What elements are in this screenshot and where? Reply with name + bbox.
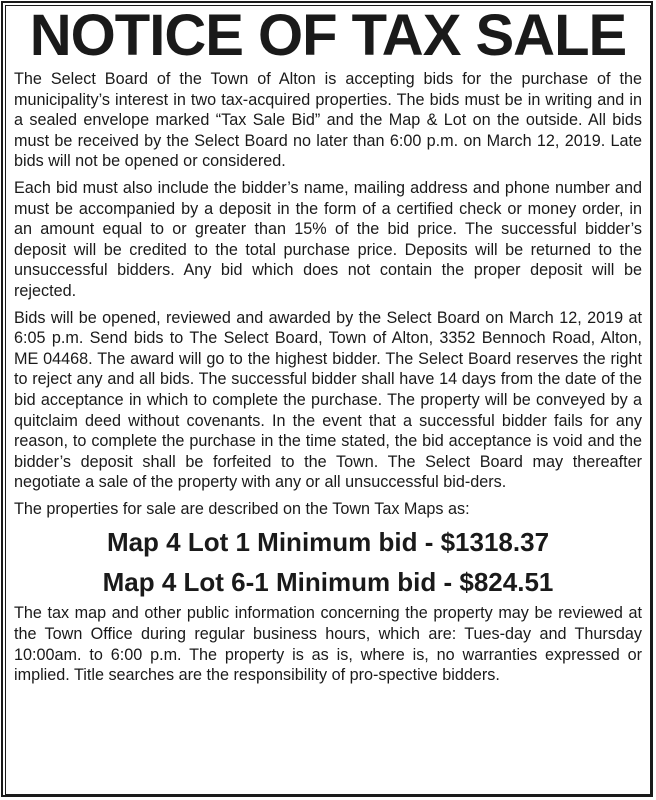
lot-6-1-minimum-bid: Map 4 Lot 6-1 Minimum bid - $824.51 [102,567,554,598]
paragraph-bid-award-terms: Bids will be opened, reviewed and awarded by the Select Board on March 12, 2019 at 6:05 p.m. Send bids to The Select Board, Town of Alton, 3352 Bennoch Road, Alton, ME 04468. The award will go to the highest bidder. The Select Board reserves the right to reject any and all bids. The successful bidder shall have 14 days from the date of the bid acceptance in which to complete the purchase. The property will be conveyed by a quitclaim deed without covenants. In the event that a successful bidder fails for any reason, to complete the purchase in the time stated, the bid acceptance is void and the bidder’s deposit shall be forfeited to the Town. The Select Board may thereafter negotiate a sale of the property with any or all unsuccessful bid-ders. [14,308,642,492]
lot-1-minimum-bid: Map 4 Lot 1 Minimum bid - $1318.37 [106,527,550,558]
notice-body [14,0,642,686]
paragraph-properties-intro: The properties for sale are described on the Town Tax Maps as: [14,499,470,518]
paragraph-bid-submission: The Select Board of the Town of Alton is accepting bids for the purchase of the municipality’s interest in two tax-acquired properties. The bids must be in writing and in a sealed envelope marked “Tax Sale Bid” and the Map & Lot on the outside. All bids must be received by the Select Board no later than 6:00 p.m. on March 12, 2019. Late bids will not be opened or considered. [14,70,642,171]
notice-title: NOTICE OF TAX SALE [29,3,627,68]
paragraph-deposit-requirements: Each bid must also include the bidder’s name, mailing address and phone number and must be accompanied by a deposit in the form of a certified check or money order, in an amount equal to or greater than 15% of the bid price. The successful bidder’s deposit will be credited to the total purchase price. Deposits will be returned to the unsuccessful bidders. Any bid which does not contain the proper deposit will be rejected. [14,178,642,300]
paragraph-public-information: The tax map and other public information concerning the property may be reviewed at the Town Office during regular business hours, which are: Tues-day and Thursday 10:00am. to 6:00 p.m. The property is as is, where is, no warranties expressed or implied. Title searches are the responsibility of pro-spective bidders. [14,604,642,685]
